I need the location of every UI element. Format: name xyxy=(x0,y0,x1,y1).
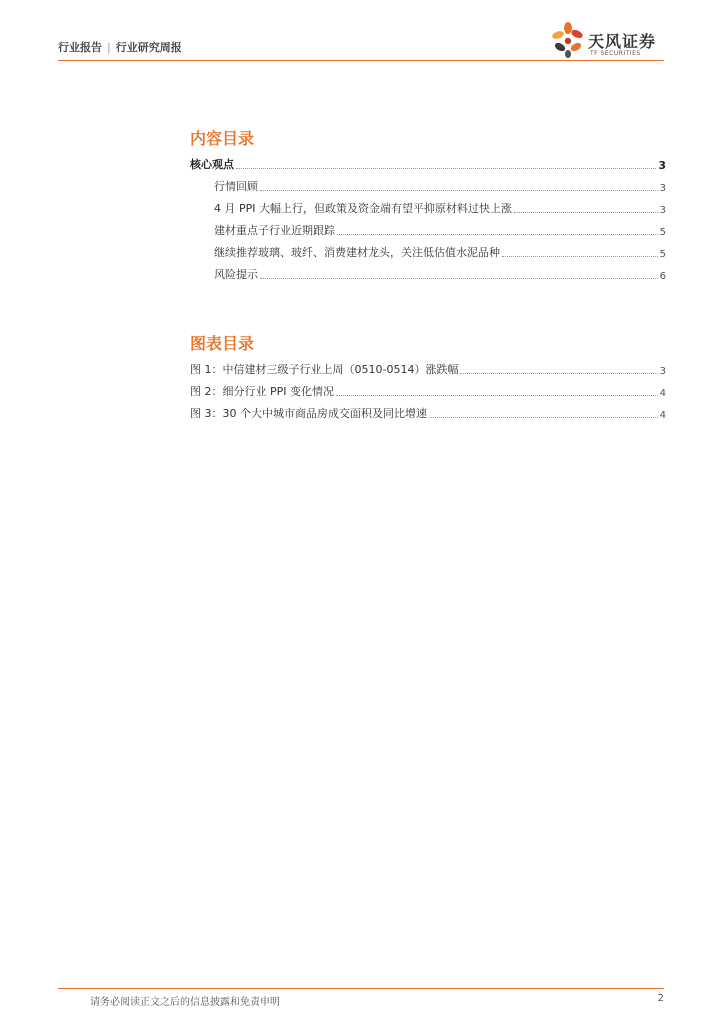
leader-dots xyxy=(260,277,658,279)
table-of-contents xyxy=(190,150,666,282)
leader-dots xyxy=(337,233,658,235)
tf-securities-flower-logo-icon xyxy=(550,21,586,59)
figure-entry-label: 图 3：30 个大中城市商品房成交面积及同比增速 xyxy=(190,407,427,420)
leader-dots xyxy=(260,189,658,191)
toc-entry[interactable] xyxy=(190,150,666,172)
toc-title: 内容目录 xyxy=(190,129,255,148)
breadcrumb xyxy=(58,39,182,55)
toc-entry-label: 行情回顾 xyxy=(214,180,258,193)
list-of-figures xyxy=(190,355,666,421)
page-footer xyxy=(58,988,664,1009)
toc-entry[interactable] xyxy=(190,194,666,216)
breadcrumb-report-subtype: 行业研究周报 xyxy=(115,41,182,54)
toc-entry[interactable] xyxy=(190,216,666,238)
toc-entry-page: 5 xyxy=(659,249,666,260)
page-header xyxy=(58,18,664,61)
figure-entry-page: 4 xyxy=(659,388,666,399)
toc-entry-label: 风险提示 xyxy=(214,268,258,281)
figure-entry[interactable] xyxy=(190,355,666,377)
figure-entry-label: 图 2：细分行业 PPI 变化情况 xyxy=(190,385,334,398)
toc-entry[interactable] xyxy=(190,260,666,282)
leader-dots xyxy=(502,255,658,257)
leader-dots xyxy=(460,372,657,374)
toc-entry-label: 建材重点子行业近期跟踪 xyxy=(214,224,335,237)
toc-entry[interactable] xyxy=(190,172,666,194)
figure-entry-page: 3 xyxy=(659,366,666,377)
leader-dots xyxy=(429,416,658,418)
figure-entry[interactable] xyxy=(190,377,666,399)
breadcrumb-separator: | xyxy=(107,40,111,54)
toc-entry-label: 4 月 PPI 大幅上行，但政策及资金端有望平抑原材料过快上涨 xyxy=(214,202,512,215)
toc-entry-page: 3 xyxy=(659,183,666,194)
page-number: 2 xyxy=(657,993,664,1004)
figure-entry[interactable] xyxy=(190,399,666,421)
logo-english-text: TF SECURITIES xyxy=(590,50,641,57)
breadcrumb-report-type: 行业报告 xyxy=(58,41,102,54)
leader-dots xyxy=(336,394,658,396)
toc-entry-page: 3 xyxy=(659,205,666,216)
toc-entry-page: 3 xyxy=(658,159,666,172)
leader-dots xyxy=(514,211,658,213)
leader-dots xyxy=(236,167,656,169)
figures-toc-title: 图表目录 xyxy=(190,334,255,353)
toc-entry-page: 6 xyxy=(659,271,666,282)
logo-chinese-text: 天风证券 xyxy=(588,32,657,51)
figure-entry-page: 4 xyxy=(659,410,666,421)
toc-entry-label: 核心观点 xyxy=(190,158,234,171)
company-logo xyxy=(550,19,662,59)
figure-entry-label: 图 1：中信建材三级子行业上周（0510-0514）涨跌幅 xyxy=(190,363,459,376)
toc-entry-label: 继续推荐玻璃、玻纤、消费建材龙头，关注低估值水泥品种 xyxy=(214,246,500,259)
toc-entry[interactable] xyxy=(190,238,666,260)
toc-entry-page: 5 xyxy=(659,227,666,238)
footer-disclaimer: 请务必阅读正文之后的信息披露和免责申明 xyxy=(90,997,280,1008)
